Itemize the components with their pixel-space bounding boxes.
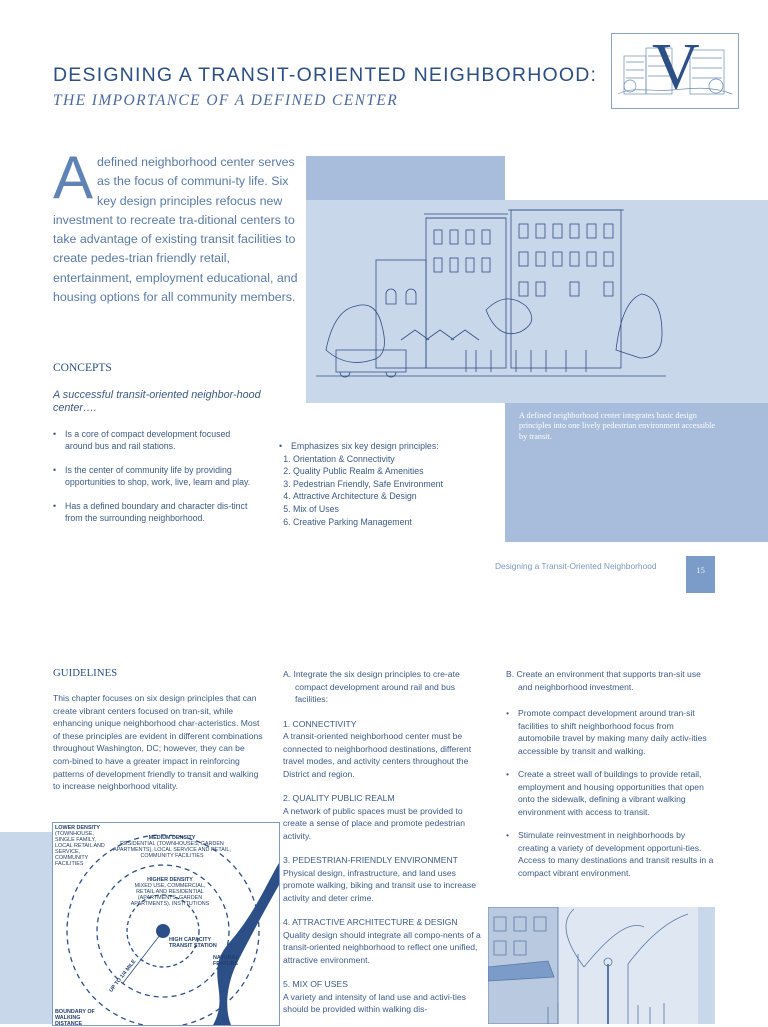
drop-cap: A [53, 144, 94, 211]
section-heading: 3. PEDESTRIAN-FRIENDLY ENVIRONMENT [283, 855, 458, 865]
figure-tab [306, 156, 505, 201]
guideline-b: B. Create an environment that supports tran-sit use and neighborhood investment. [506, 669, 701, 692]
section-text: Quality design should integrate all compo-nents of a transit-oriented neighborhood to reflect one unified, attractive environment. [283, 929, 481, 965]
running-footer: Designing a Transit-Oriented Neighborhood [495, 561, 657, 571]
principle-item: 1. Orientation & Connectivity [293, 453, 509, 466]
principle-item: 3. Pedestrian Friendly, Safe Environment [293, 478, 509, 491]
intro-text: defined neighborhood center serves as the focus of communi-ty life. Six key design principles refocus new investment to recreate tra-ditional centers to take advantage of existing transit facilities to create pedes-trian friendly retail, entertainment, employment educational, and housing options for all community members. [53, 155, 298, 305]
principle-item: 6. Creative Parking Management [293, 516, 509, 529]
list-item: • Stimulate reinvestment in neighborhoods by creating a variety of development opportuni-ties. Access to many destinations and transit results in a compact vibrant environment. [506, 829, 714, 879]
page-title: DESIGNING A TRANSIT-ORIENTED NEIGHBORHOOD: [53, 64, 598, 86]
lower-density-detail: (TOWNHOUSE, SINGLE FAMILY, LOCAL RETAIL AND SERVICE, COMMUNITY FACILITIES [55, 831, 105, 867]
intro-paragraph [53, 144, 298, 307]
higher-density-detail: MIXED USE, COMMERCIAL, RETAIL AND RESIDENTIAL (APARTMENTS, GARDEN APARTMENTS), INSTITUTIONS [130, 883, 210, 907]
higher-density-label [125, 877, 215, 907]
principle-item: 2. Quality Public Realm & Amenities [293, 465, 509, 478]
medium-density-detail: RESIDENTIAL (TOWNHOUSES, GARDEN APARTMENTS), LOCAL SERVICE AND RETAIL, COMMUNITY FACILITIES [113, 841, 231, 859]
section-heading: 2. QUALITY PUBLIC REALM [283, 793, 395, 803]
principles-intro-text: Emphasizes six key design principles: [291, 441, 439, 451]
guideline-a: A. Integrate the six design principles to cre-ate compact development around rail and bus facilities: [283, 669, 460, 704]
concepts-heading: CONCEPTS [53, 362, 112, 374]
section-pedestrian [283, 854, 483, 904]
principle-item: 5. Mix of Uses [293, 503, 509, 516]
chapter-letter: V [652, 30, 700, 103]
natural-feature-label: NATURAL FEATURE [213, 955, 239, 967]
medium-density-title: MEDIUM DENSITY [148, 835, 196, 841]
list-item: • Create a street wall of buildings to provide retail, employment and housing opportunities that open onto the sidewalk, defining a vibrant walking environment with access to transit. [506, 768, 714, 818]
transit-station-label: HIGH CAPACITY TRANSIT STATION [169, 937, 217, 949]
list-item: • Has a defined boundary and character dis-tinct from the surrounding neighborhood. [53, 500, 258, 525]
street-photo [488, 907, 698, 1024]
page-subtitle: THE IMPORTANCE OF A DEFINED CENTER [53, 92, 399, 109]
streetscape-sketch [316, 200, 666, 400]
figure-caption: A defined neighborhood center integrates basic design principles into one lively pedestrian environment accessible by transit. [519, 411, 715, 441]
page-number: 15 [686, 556, 715, 593]
section-heading: 5. MIX OF USES [283, 979, 348, 989]
street-photo-graphic [488, 907, 698, 1024]
section-text: A transit-oriented neighborhood center must be connected to neighborhood destinations, different travel modes, and activity centers throughout the District and region. [283, 731, 472, 779]
section-architecture [283, 916, 483, 966]
principles-list [279, 453, 509, 529]
principle-item: 4. Attractive Architecture & Design [293, 490, 509, 503]
list-item: • Promote compact development around tran-sit facilities to shift neighborhood focus from automobile travel by making many daily activ-ities accessible by transit and walking. [506, 707, 714, 757]
chapter-badge [611, 30, 739, 109]
density-diagram [52, 822, 280, 1026]
boundary-label: BOUNDARY OF WALKING DISTANCE [55, 1009, 95, 1027]
lower-density-title: LOWER DENSITY [55, 825, 100, 831]
lower-density-label [55, 825, 107, 867]
medium-density-label [111, 835, 233, 859]
section-text: Physical design, infrastructure, and land uses promote walking, biking and transit use to increase activity and deter crime. [283, 867, 476, 903]
section-public-realm [283, 792, 483, 842]
radius-label: UP TO 1/4 MILE [108, 958, 138, 994]
section-heading: 4. ATTRACTIVE ARCHITECTURE & DESIGN [283, 917, 458, 927]
guidelines-heading: GUIDELINES [53, 667, 118, 679]
section-mix-of-uses [283, 978, 483, 1016]
section-connectivity [283, 718, 483, 781]
section-text: A network of public spaces must be provided to create a sense of place and promote pedestrian activity. [283, 805, 466, 841]
environment-list [506, 707, 714, 879]
section-heading: 1. CONNECTIVITY [283, 718, 357, 729]
environment-column [506, 668, 714, 890]
concepts-list [53, 428, 258, 535]
section-text: A variety and intensity of land use and activi-ties should be provided within walking dis- [283, 991, 466, 1014]
higher-density-title: HIGHER DENSITY [147, 877, 193, 883]
side-strip [0, 832, 52, 1024]
concepts-lead: A successful transit-oriented neighbor-hood center…. [53, 389, 261, 414]
list-item: • Is a core of compact development focused around bus and rail stations. [53, 428, 258, 453]
principles-block [279, 440, 509, 528]
guidelines-text: This chapter focuses on six design principles that can create vibrant centers focused on tran-sit, while enhancing unique neighborhood char-acteristics. Most of these principles are evident in different combinations throughout Washington, DC; however, they can be com-bined to have a greater impact in reinforcing patterns of development friendly to transit and walking to increase neighborhood vitality. [53, 693, 263, 792]
principles-intro: • Emphasizes six key design principles: [279, 441, 439, 451]
principles-column [283, 668, 483, 1016]
photo-frame-strip [698, 907, 715, 1024]
list-item: • Is the center of community life by providing opportunities to shop, work, live, learn and play. [53, 464, 258, 489]
